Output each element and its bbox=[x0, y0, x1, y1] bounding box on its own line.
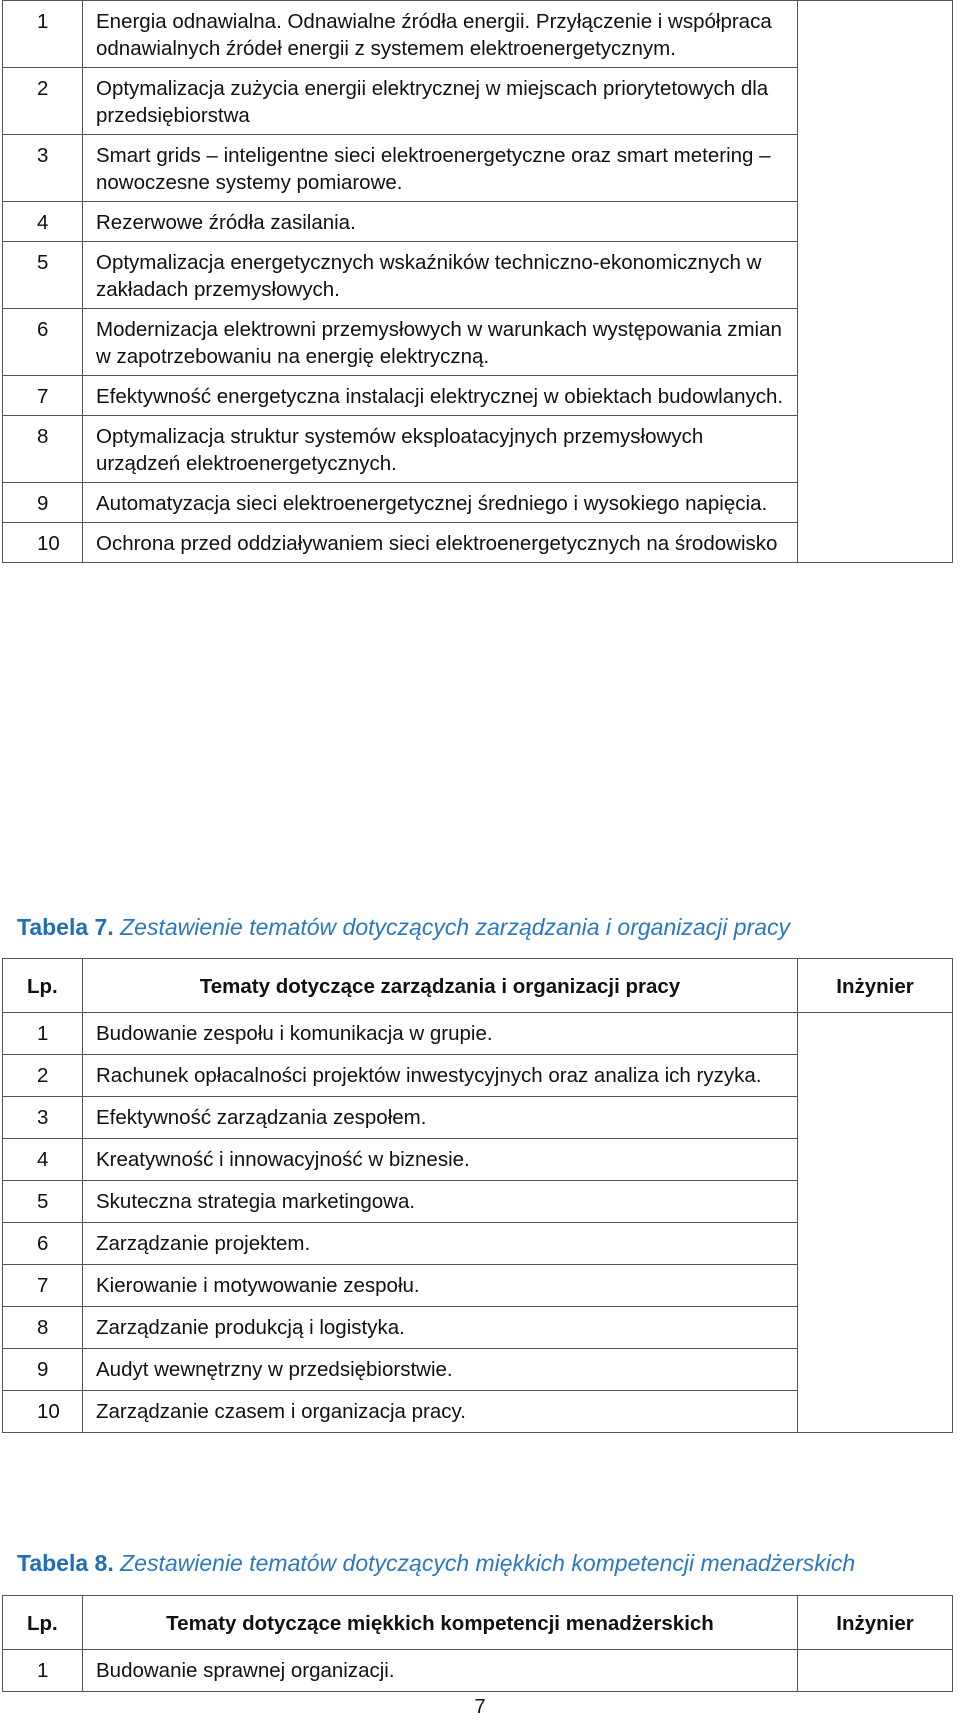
row-topic: Budowanie sprawnej organizacji. bbox=[83, 1650, 798, 1692]
row-topic: Skuteczna strategia marketingowa. bbox=[83, 1181, 798, 1223]
row-topic: Audyt wewnętrzny w przedsiębiorstwie. bbox=[83, 1349, 798, 1391]
table-8-caption bbox=[17, 1549, 855, 1577]
engineer-column-cell bbox=[798, 1, 953, 563]
row-number: 7 bbox=[3, 376, 83, 416]
row-topic: Efektywność energetyczna instalacji elektrycznej w obiektach budowlanych. bbox=[83, 376, 798, 416]
row-number: 3 bbox=[3, 135, 83, 202]
table-row bbox=[3, 1, 953, 68]
row-number: 8 bbox=[3, 416, 83, 483]
row-number: 6 bbox=[3, 309, 83, 376]
row-number: 9 bbox=[3, 1349, 83, 1391]
row-topic: Optymalizacja struktur systemów eksploatacyjnych przemysłowych urządzeń elektroenergetycznych. bbox=[83, 416, 798, 483]
topics-table-management bbox=[2, 958, 953, 1433]
caption-title: Zestawienie tematów dotyczących zarządzania i organizacji pracy bbox=[120, 914, 790, 940]
row-number: 5 bbox=[3, 242, 83, 309]
caption-label: Tabela 7. bbox=[17, 914, 114, 940]
row-topic: Optymalizacja energetycznych wskaźników techniczno-ekonomicznych w zakładach przemysłowych. bbox=[83, 242, 798, 309]
row-topic: Zarządzanie czasem i organizacja pracy. bbox=[83, 1391, 798, 1433]
row-topic: Smart grids – inteligentne sieci elektroenergetyczne oraz smart metering – nowoczesne systemy pomiarowe. bbox=[83, 135, 798, 202]
row-number: 5 bbox=[3, 1181, 83, 1223]
column-header-engineer: Inżynier bbox=[798, 959, 953, 1013]
row-topic: Efektywność zarządzania zespołem. bbox=[83, 1097, 798, 1139]
row-number: 1 bbox=[3, 1013, 83, 1055]
row-number: 2 bbox=[3, 1055, 83, 1097]
row-topic: Automatyzacja sieci elektroenergetycznej średniego i wysokiego napięcia. bbox=[83, 483, 798, 523]
column-header-topics: Tematy dotyczące zarządzania i organizacji pracy bbox=[83, 959, 798, 1013]
row-number: 10 bbox=[3, 1391, 83, 1433]
topics-table-energy bbox=[2, 0, 953, 563]
row-topic: Kreatywność i innowacyjność w biznesie. bbox=[83, 1139, 798, 1181]
table-row bbox=[3, 1650, 953, 1692]
row-topic: Rezerwowe źródła zasilania. bbox=[83, 202, 798, 242]
row-number: 6 bbox=[3, 1223, 83, 1265]
column-header-topics: Tematy dotyczące miękkich kompetencji menadżerskich bbox=[83, 1596, 798, 1650]
table-7-caption bbox=[17, 913, 790, 941]
row-topic: Zarządzanie projektem. bbox=[83, 1223, 798, 1265]
table-header-row bbox=[3, 1596, 953, 1650]
row-topic: Rachunek opłacalności projektów inwestycyjnych oraz analiza ich ryzyka. bbox=[83, 1055, 798, 1097]
row-number: 1 bbox=[3, 1650, 83, 1692]
row-number: 2 bbox=[3, 68, 83, 135]
column-header-lp: Lp. bbox=[3, 1596, 83, 1650]
row-topic: Optymalizacja zużycia energii elektrycznej w miejscach priorytetowych dla przedsiębiorstwa bbox=[83, 68, 798, 135]
row-number: 7 bbox=[3, 1265, 83, 1307]
row-number: 8 bbox=[3, 1307, 83, 1349]
row-number: 4 bbox=[3, 1139, 83, 1181]
row-topic: Modernizacja elektrowni przemysłowych w warunkach występowania zmian w zapotrzebowaniu na energię elektryczną. bbox=[83, 309, 798, 376]
table-body bbox=[3, 1, 953, 563]
page-number: 7 bbox=[474, 1696, 486, 1718]
column-header-engineer: Inżynier bbox=[798, 1596, 953, 1650]
row-number: 3 bbox=[3, 1097, 83, 1139]
table-row bbox=[3, 1013, 953, 1055]
table-header-row bbox=[3, 959, 953, 1013]
engineer-column-cell bbox=[798, 1013, 953, 1433]
topics-table-soft-skills bbox=[2, 1595, 953, 1692]
row-topic: Budowanie zespołu i komunikacja w grupie. bbox=[83, 1013, 798, 1055]
engineer-column-cell bbox=[798, 1650, 953, 1692]
caption-title: Zestawienie tematów dotyczących miękkich kompetencji menadżerskich bbox=[120, 1550, 856, 1576]
caption-label: Tabela 8. bbox=[17, 1550, 114, 1576]
row-topic: Ochrona przed oddziaływaniem sieci elektroenergetycznych na środowisko bbox=[83, 523, 798, 563]
row-number: 1 bbox=[3, 1, 83, 68]
row-number: 10 bbox=[3, 523, 83, 563]
column-header-lp: Lp. bbox=[3, 959, 83, 1013]
row-topic: Zarządzanie produkcją i logistyka. bbox=[83, 1307, 798, 1349]
row-number: 9 bbox=[3, 483, 83, 523]
row-number: 4 bbox=[3, 202, 83, 242]
row-topic: Energia odnawialna. Odnawialne źródła energii. Przyłączenie i współpraca odnawialnych źródeł energii z systemem elektroenergetycznym. bbox=[83, 1, 798, 68]
row-topic: Kierowanie i motywowanie zespołu. bbox=[83, 1265, 798, 1307]
